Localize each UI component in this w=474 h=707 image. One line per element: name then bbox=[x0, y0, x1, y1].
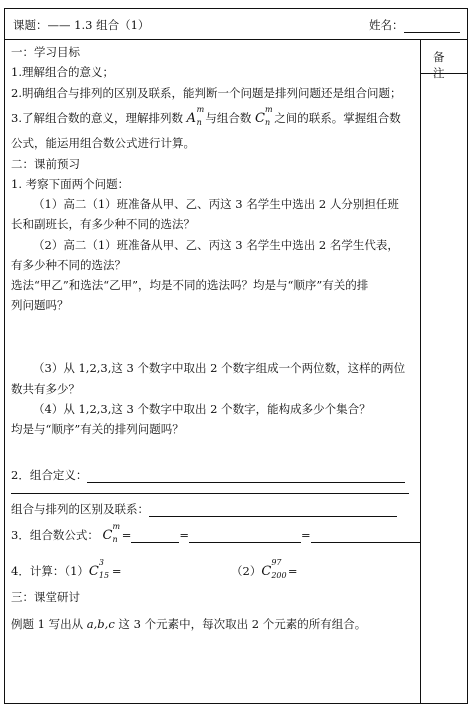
question-intro: 1. 考察下面两个问题： bbox=[11, 177, 130, 191]
prompt-1-line-1: 选法“甲乙”和选法“乙甲”，均是不同的选法吗？均是与“顺序”有关的排 bbox=[11, 278, 369, 292]
question-1-line-2: 长和副班长，有多少种不同的选法？ bbox=[11, 217, 195, 231]
calc-label: 4．计算：（1） bbox=[11, 564, 89, 578]
example-1-suffix: 这 3 个元素中，每次取出 2 个元素的所有组合。 bbox=[114, 617, 367, 631]
section-2-title: 二：课前预习 bbox=[11, 157, 80, 171]
calc-item-2 bbox=[231, 558, 298, 580]
question-1-line-1: （1）高二（1）班准备从甲、乙、丙这 3 名学生中选出 2 人分别担任班 bbox=[33, 197, 399, 211]
definition-item bbox=[11, 467, 405, 483]
formula-blank-3[interactable] bbox=[311, 530, 421, 543]
column-divider bbox=[420, 40, 421, 703]
formula-item bbox=[11, 522, 421, 544]
goal-2: 2.明确组合与排列的区别及联系，能判断一个问题是排列问题还是组合问题； bbox=[11, 86, 402, 100]
equals-2: = bbox=[179, 528, 190, 542]
goal-1: 1.理解组合的意义； bbox=[11, 65, 114, 79]
calc-equals-2: = bbox=[287, 564, 298, 578]
difference-label: 组合与排列的区别及联系： bbox=[11, 502, 149, 516]
name-label: 姓名： bbox=[369, 18, 404, 32]
section-1-title: 一：学习目标 bbox=[11, 45, 80, 59]
prompt-1-line-2: 列问题吗？ bbox=[11, 298, 69, 312]
worksheet bbox=[4, 8, 468, 704]
calc-item-1 bbox=[11, 558, 122, 580]
remarks-divider bbox=[420, 73, 467, 74]
difference-blank[interactable] bbox=[149, 504, 397, 517]
section-3-title: 三：课堂研讨 bbox=[11, 590, 80, 604]
goal-3 bbox=[11, 105, 401, 127]
goal-3-part-a: 3.了解组合数的意义，理解排列数 bbox=[11, 111, 183, 125]
difference-item bbox=[11, 501, 397, 517]
c-200-97-symbol: C 97 200 bbox=[261, 558, 287, 580]
equals-3: = bbox=[301, 528, 311, 542]
example-1 bbox=[11, 616, 366, 632]
question-3-line-1: （3）从 1,2,3,这 3 个数字中取出 2 个数字组成一个两位数，这样的两位 bbox=[33, 361, 406, 375]
prompt-2: 均是与“顺序”有关的排列问题吗？ bbox=[11, 422, 184, 436]
question-2-line-2: 有多少种不同的选法？ bbox=[11, 258, 126, 272]
definition-blank-2[interactable] bbox=[11, 493, 409, 494]
definition-blank[interactable] bbox=[87, 470, 405, 483]
question-4: （4）从 1,2,3,这 3 个数字中取出 2 个数字，能构成多少个集合？ bbox=[33, 402, 371, 416]
c-15-3-symbol: C 3 15 bbox=[88, 558, 110, 580]
main-column bbox=[5, 9, 420, 703]
question-2-line-1: （2）高二（1）班准备从甲、乙、丙这 3 名学生中选出 2 名学生代表， bbox=[33, 238, 399, 252]
course-title: 课题：—— 1.3 组合（1） bbox=[13, 18, 150, 32]
example-1-vars: a,b,c bbox=[86, 617, 115, 631]
goal-3-part-c: 之间的联系。掌握组合数 bbox=[274, 111, 401, 125]
formula-blank-2[interactable] bbox=[189, 530, 301, 543]
goal-3-line-2: 公式，能运用组合数公式进行计算。 bbox=[11, 136, 195, 150]
formula-label: 3．组合数公式： bbox=[11, 528, 99, 542]
calc-2-label: （2） bbox=[231, 564, 262, 578]
goal-3-part-b: 与组合数 bbox=[205, 111, 252, 125]
equals-1: = bbox=[121, 528, 132, 542]
remarks-label: 备注 bbox=[433, 50, 455, 80]
question-3-line-2: 数共有多少？ bbox=[11, 382, 80, 396]
example-1-prefix: 例题 1 写出从 bbox=[11, 617, 84, 631]
definition-label: 2．组合定义： bbox=[11, 468, 88, 482]
permutation-symbol: A m n bbox=[186, 105, 205, 127]
combination-symbol-formula: C m n bbox=[102, 522, 121, 544]
combination-symbol: C m n bbox=[255, 105, 273, 127]
calc-equals-1: = bbox=[111, 564, 122, 578]
formula-blank-1[interactable] bbox=[131, 530, 179, 543]
